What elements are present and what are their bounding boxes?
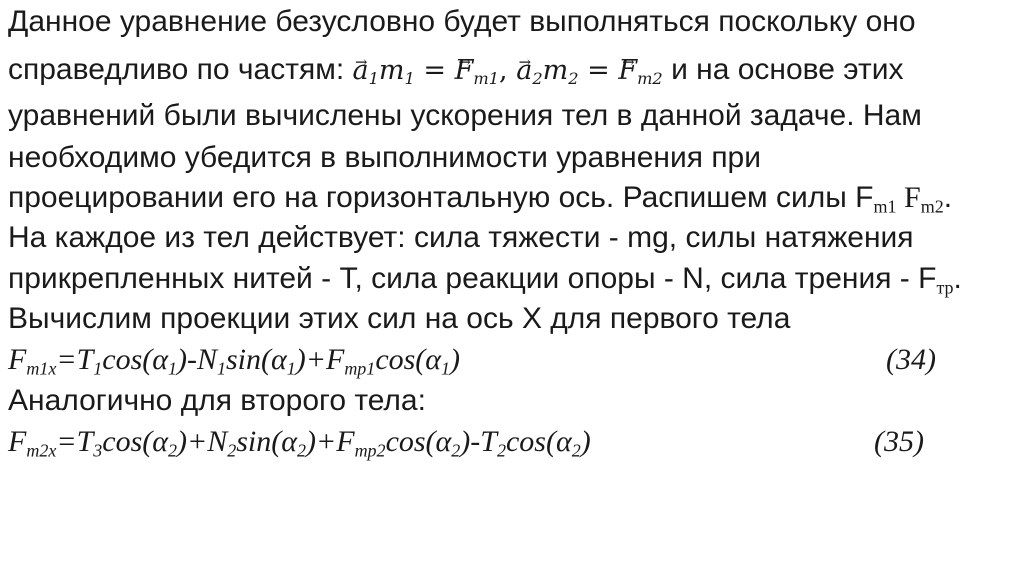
comma-sep: , xyxy=(499,55,517,86)
mass-m1: m xyxy=(378,55,405,86)
text-line-1: Данное уравнение безусловно будет выполняться поскольку оно xyxy=(8,5,916,38)
sub-F2: m2 xyxy=(637,68,663,88)
text-line-5 xyxy=(8,180,952,216)
mass-m2: m xyxy=(542,55,569,86)
eq35-part: sin(α xyxy=(236,425,297,458)
equation-number-34: (34) xyxy=(886,343,936,376)
eq35-sub: 2 xyxy=(297,440,306,461)
eq35-part: cos(α xyxy=(385,425,452,458)
eq35-part: )-T xyxy=(460,425,497,458)
eq34-part: F xyxy=(8,343,27,376)
equals-2: = xyxy=(578,55,619,86)
eq35-part: cos(α xyxy=(505,425,572,458)
vector-a1: → a xyxy=(353,53,369,89)
text-line-7 xyxy=(8,261,962,297)
eq35-sub: 2 xyxy=(571,440,581,461)
eq34-sub: 1 xyxy=(168,358,177,379)
eq35-part: )+N xyxy=(177,425,228,458)
vector-a2: → a xyxy=(516,53,532,89)
eq34-part: cos(α xyxy=(375,343,442,376)
text-line-2-start: справедливо по частям: xyxy=(8,53,353,86)
eq35-sub: m2x xyxy=(26,440,57,461)
inline-equation xyxy=(353,55,663,86)
sub-Fm1: m1 xyxy=(873,196,897,217)
text-line-4: необходимо убедится в выполнимости уравнения при xyxy=(8,141,762,174)
text-line-7-start: прикрепленных нитей - T, сила реакции опоры - N, сила трения - F xyxy=(8,262,937,295)
sub-Ftr: тр xyxy=(936,277,954,298)
eq35-part: =T xyxy=(56,425,94,458)
eq35-sub: 2 xyxy=(451,440,461,461)
eq34-sub: 1 xyxy=(286,358,296,379)
eq34-part: cos(α xyxy=(102,343,168,376)
eq35-sub: 2 xyxy=(496,440,506,461)
eq35-sub: 3 xyxy=(93,440,103,461)
equation-number-35: (35) xyxy=(874,425,924,458)
sub-F1: m1 xyxy=(473,68,500,88)
eq35-part: cos(α xyxy=(102,425,168,458)
text-line-8: Вычислим проекции этих сил на ось X для первого тела xyxy=(8,302,791,335)
equation-34 xyxy=(8,342,460,378)
equation-35 xyxy=(8,424,591,460)
eq35-part: ) xyxy=(580,425,591,458)
text-line-3: уравнений были вычислены ускорения тел в данной задаче. Нам xyxy=(8,99,922,132)
eq35-part: )+F xyxy=(306,425,355,458)
text-line-5-start: проецировании его на горизонтальную ось. Распишем силы F xyxy=(8,181,874,214)
eq35-sub: тр2 xyxy=(354,440,386,461)
sub-Fm2: m2 xyxy=(920,196,944,217)
eq34-sub: m1x xyxy=(26,358,57,379)
eq35-sub: 2 xyxy=(227,440,237,461)
force-Fm2: F xyxy=(896,181,921,214)
eq34-part: )-N xyxy=(177,343,217,376)
text-line-9: Аналогично для второго тела: xyxy=(8,384,426,417)
period: . xyxy=(953,262,962,295)
eq34-part: =T xyxy=(56,343,94,376)
vector-F1: → F xyxy=(455,53,474,89)
eq34-sub: тр1 xyxy=(344,358,376,379)
eq34-part: ) xyxy=(450,343,461,376)
period: . xyxy=(943,181,953,214)
eq34-part: )+F xyxy=(295,343,345,376)
text-line-2-end: и на основе этих xyxy=(662,53,904,86)
vector-F2: → F xyxy=(618,53,637,89)
sub-a1: 1 xyxy=(368,68,379,88)
sub-a2: 2 xyxy=(532,68,543,88)
eq34-sub: 1 xyxy=(217,358,226,379)
eq34-sub: 1 xyxy=(93,358,103,379)
eq34-part: sin(α xyxy=(226,343,287,376)
text-line-6: На каждое из тел действует: сила тяжести - mg, силы натяжения xyxy=(8,221,914,254)
sub-m1: 1 xyxy=(404,68,415,88)
eq35-part: F xyxy=(8,425,27,458)
eq35-sub: 2 xyxy=(168,440,177,461)
equals-1: = xyxy=(414,55,455,86)
eq34-sub: 1 xyxy=(441,358,451,379)
text-line-2 xyxy=(8,52,903,89)
sub-m2: 2 xyxy=(568,68,579,88)
